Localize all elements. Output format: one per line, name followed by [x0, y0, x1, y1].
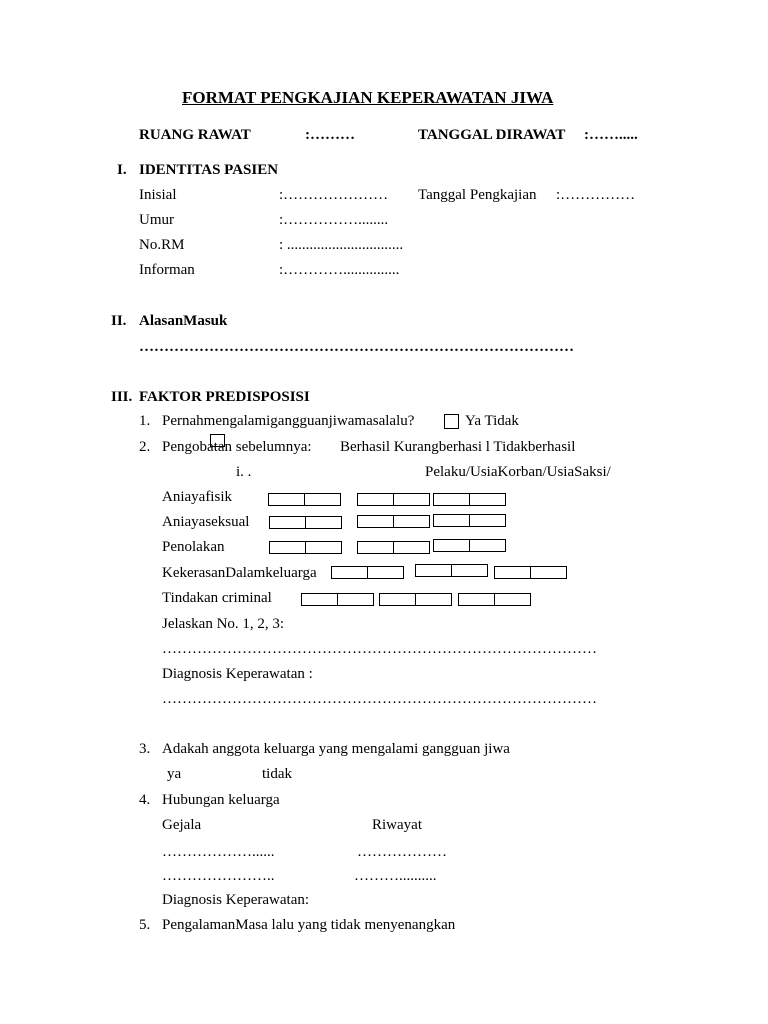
ruang-rawat-label: RUANG RAWAT: [139, 127, 251, 143]
field-norm-value: : ...............................: [279, 237, 404, 253]
checkbox-group[interactable]: [379, 593, 452, 606]
diagnosis-label: Diagnosis Keperawatan :: [162, 666, 313, 682]
gejala-dots-1: ………………......: [162, 844, 275, 860]
question-5-number: 5.: [139, 917, 151, 933]
field-informan-value: :…………...............: [279, 262, 400, 278]
checkbox-group[interactable]: [415, 564, 488, 577]
row-aniaya-seksual: Aniayaseksual: [162, 514, 250, 530]
checkbox-group[interactable]: [433, 493, 506, 506]
question-2-checkbox[interactable]: [210, 434, 225, 447]
checkbox-group[interactable]: [458, 593, 531, 606]
row-aniaya-fisik: Aniayafisik: [162, 489, 232, 505]
tanggal-dirawat-value: :…….....: [584, 127, 638, 143]
section-1-number: I.: [117, 162, 127, 178]
jelaskan-label: Jelaskan No. 1, 2, 3:: [162, 616, 285, 632]
checkbox-group[interactable]: [357, 493, 430, 506]
question-1-checkbox[interactable]: [444, 414, 459, 429]
checkbox-group[interactable]: [357, 515, 430, 528]
section-2-number: II.: [111, 313, 127, 329]
sub-item-i: i. .: [236, 464, 252, 480]
question-3-text: Adakah anggota keluarga yang mengalami gangguan jiwa: [162, 741, 510, 757]
alasan-masuk-dots: ……………………………………………………………………………: [139, 339, 574, 355]
row-penolakan: Penolakan: [162, 539, 225, 555]
question-4-text: Hubungan keluarga: [162, 792, 280, 808]
question-5-text: PengalamanMasa lalu yang tidak menyenangkan: [162, 917, 456, 933]
section-3-number: III.: [111, 389, 133, 405]
question-3-ya: ya: [167, 766, 182, 782]
checkbox-group[interactable]: [433, 514, 506, 527]
question-1-options: Ya Tidak: [465, 413, 519, 429]
field-umur-label: Umur: [139, 212, 174, 228]
checkbox-group[interactable]: [269, 541, 342, 554]
question-2-text: Pengobatan sebelumnya:: [162, 439, 312, 455]
field-umur-value: :……………........: [279, 212, 389, 228]
riwayat-dots-1: ………………: [357, 844, 447, 860]
section-3-heading: FAKTOR PREDISPOSISI: [139, 389, 310, 405]
riwayat-dots-2: ………..........: [354, 868, 437, 884]
checkbox-group[interactable]: [268, 493, 341, 506]
question-2-options: Berhasil Kurangberhasi l Tidakberhasil: [340, 439, 576, 455]
ruang-rawat-value: :………: [305, 127, 355, 143]
diagnosis-label-2: Diagnosis Keperawatan:: [162, 892, 310, 908]
field-inisial-value: :…………………: [279, 187, 389, 203]
checkbox-group[interactable]: [301, 593, 374, 606]
question-4-number: 4.: [139, 792, 151, 808]
row-tindakan-criminal: Tindakan criminal: [162, 590, 272, 606]
question-1-number: 1.: [139, 413, 151, 429]
riwayat-label: Riwayat: [372, 817, 422, 833]
question-1-text: Pernahmengalamigangguanjiwamasalalu?: [162, 413, 415, 429]
section-1-heading: IDENTITAS PASIEN: [139, 162, 279, 178]
checkbox-group[interactable]: [269, 516, 342, 529]
gejala-label: Gejala: [162, 817, 202, 833]
question-3-number: 3.: [139, 741, 151, 757]
question-2-number: 2.: [139, 439, 151, 455]
question-3-tidak: tidak: [262, 766, 292, 782]
field-norm-label: No.RM: [139, 237, 185, 253]
checkbox-group[interactable]: [433, 539, 506, 552]
row-kekerasan-dalam-keluarga: KekerasanDalamkeluarga: [162, 565, 317, 581]
diagnosis-dots: ……………………………………………………………………………: [162, 691, 597, 707]
checkbox-group[interactable]: [357, 541, 430, 554]
tanggal-dirawat-label: TANGGAL DIRAWAT: [418, 127, 566, 143]
checkbox-group[interactable]: [494, 566, 567, 579]
field-informan-label: Informan: [139, 262, 195, 278]
gejala-dots-2: …………………..: [162, 868, 275, 884]
field-tanggal-pengkajian-label: Tanggal Pengkajian: [418, 187, 537, 203]
checkbox-group[interactable]: [331, 566, 404, 579]
section-2-heading: AlasanMasuk: [139, 313, 228, 329]
role-headings: Pelaku/UsiaKorban/UsiaSaksi/: [425, 464, 611, 480]
field-tanggal-pengkajian-value: :……………: [556, 187, 636, 203]
jelaskan-dots: ……………………………………………………………………………: [162, 641, 597, 657]
field-inisial-label: Inisial: [139, 187, 177, 203]
page-title: FORMAT PENGKAJIAN KEPERAWATAN JIWA: [182, 88, 554, 107]
